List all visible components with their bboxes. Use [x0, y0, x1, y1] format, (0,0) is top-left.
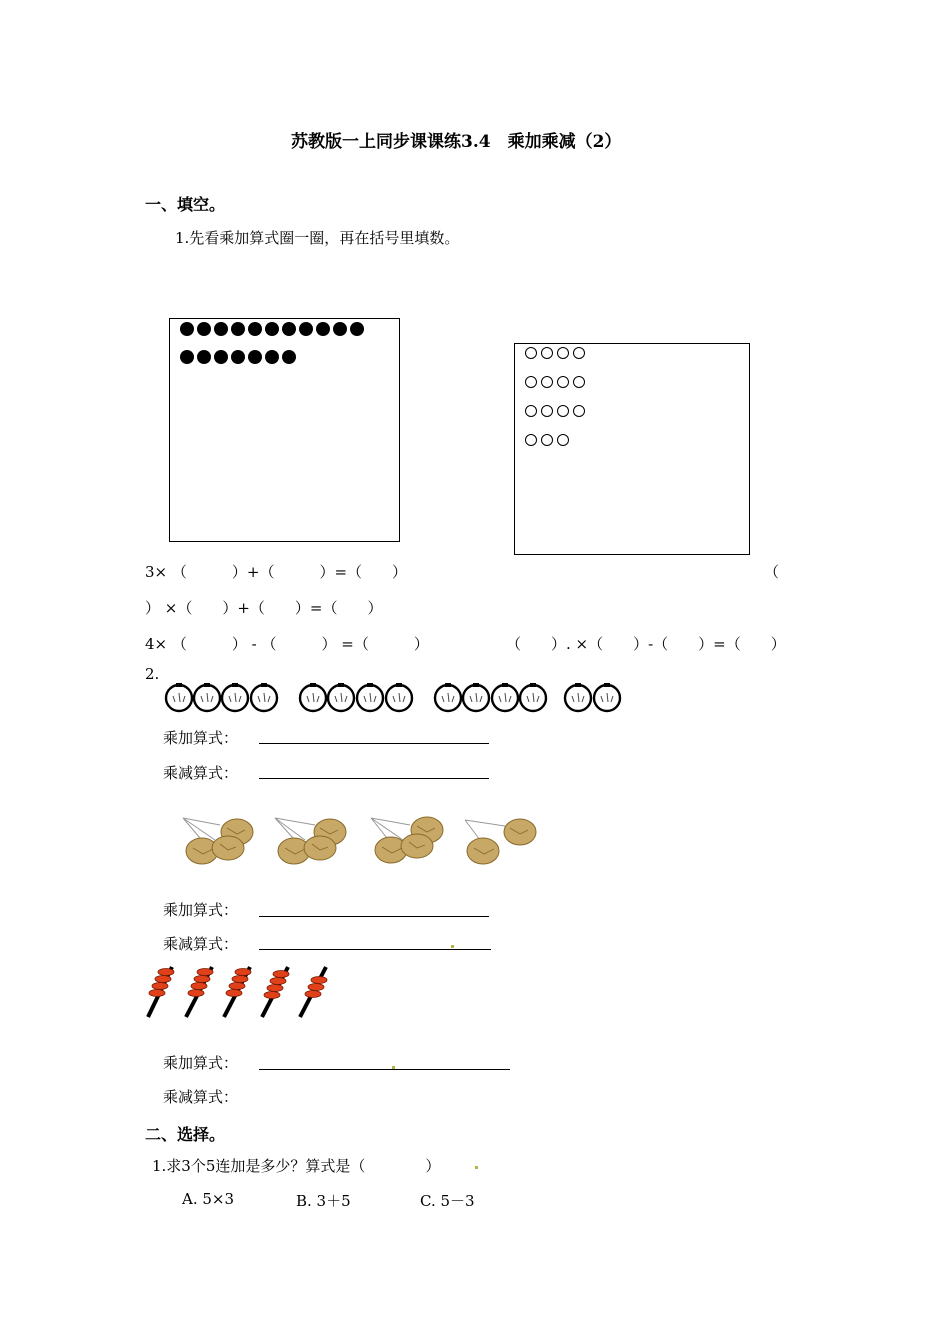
- black-dot: [231, 350, 245, 364]
- hollow-circle: [525, 376, 537, 388]
- black-dot: [214, 322, 228, 336]
- black-dot: [248, 322, 262, 336]
- hollow-circle: [525, 347, 537, 359]
- equation-3: 4× （ ） - （ ） =（ ）: [145, 635, 429, 653]
- hollow-circle: [573, 376, 585, 388]
- dots-row-1: [180, 322, 367, 338]
- circles-row-2: [525, 376, 589, 390]
- dots-box-left[interactable]: [169, 318, 400, 542]
- equation-2-open-paren: （: [764, 563, 780, 581]
- equation-2: ） ×（ ）+（ ）=（ ）: [145, 599, 383, 617]
- orange-group-4: [565, 685, 620, 711]
- skewers-add-label: 乘加算式：: [163, 1054, 239, 1072]
- skewers-sub-label: 乘减算式：: [163, 1088, 239, 1106]
- hollow-circle: [525, 405, 537, 417]
- question-2-number: 2.: [145, 665, 160, 683]
- hollow-circle: [541, 376, 553, 388]
- oranges-sub-label: 乘减算式：: [163, 764, 239, 782]
- cookies-sub-answer-line[interactable]: [259, 949, 491, 950]
- cookies-sub-label: 乘减算式：: [163, 935, 239, 953]
- hollow-circle: [541, 405, 553, 417]
- black-dot: [265, 322, 279, 336]
- equation-4: （ ）. ×（ ）-（ ）=（ ）: [506, 635, 786, 653]
- hollow-circle: [557, 376, 569, 388]
- black-dot: [316, 322, 330, 336]
- black-dot: [180, 350, 194, 364]
- option-b[interactable]: B. 3＋5: [296, 1192, 351, 1210]
- hollow-circle: [573, 347, 585, 359]
- choice-question-1-prompt: 1.求3个5连加是多少？算式是（ ）: [152, 1157, 441, 1175]
- question-1-prompt: 1.先看乘加算式圈一圈，再在括号里填数。: [175, 229, 460, 247]
- black-dot: [333, 322, 347, 336]
- circles-row-3: [525, 405, 589, 419]
- option-c[interactable]: C. 5－3: [420, 1192, 475, 1210]
- oranges-sub-answer-line[interactable]: [259, 778, 489, 779]
- equation-1: 3× （ ）+（ ）=（ ）: [145, 563, 408, 581]
- oranges-add-label: 乘加算式：: [163, 729, 239, 747]
- hollow-circle: [557, 347, 569, 359]
- orange-group-1: [166, 685, 277, 711]
- circles-box-right[interactable]: [514, 343, 750, 555]
- black-dot: [265, 350, 279, 364]
- page-title: 苏教版一上同步课课练3.4 乘加乘减（2）: [291, 132, 622, 152]
- section-heading-fill-blank: 一、填空。: [145, 195, 226, 214]
- skewers-illustration: [140, 962, 340, 1022]
- black-dot: [248, 350, 262, 364]
- cookies-add-answer-line[interactable]: [259, 916, 489, 917]
- stray-mark-2: [392, 1066, 395, 1069]
- oranges-add-answer-line[interactable]: [259, 743, 489, 744]
- cookies-add-label: 乘加算式：: [163, 901, 239, 919]
- stray-mark-3: [475, 1166, 478, 1169]
- black-dot: [180, 322, 194, 336]
- circles-row-1: [525, 347, 589, 361]
- hollow-circle: [541, 347, 553, 359]
- option-a[interactable]: A. 5×3: [182, 1190, 235, 1208]
- black-dot: [214, 350, 228, 364]
- black-dot: [197, 322, 211, 336]
- stray-mark: [451, 945, 454, 948]
- black-dot: [231, 322, 245, 336]
- orange-group-2: [300, 685, 412, 711]
- black-dot: [299, 322, 313, 336]
- hollow-circle: [541, 434, 553, 446]
- skewers-add-answer-line[interactable]: [259, 1069, 510, 1070]
- orange-group-3: [435, 685, 546, 711]
- oranges-illustration: [160, 680, 630, 716]
- black-dot: [282, 350, 296, 364]
- hollow-circle: [557, 405, 569, 417]
- dots-row-2: [180, 350, 299, 366]
- circles-row-4: [525, 434, 573, 448]
- section-heading-choice: 二、选择。: [145, 1125, 226, 1144]
- black-dot: [350, 322, 364, 336]
- hollow-circle: [573, 405, 585, 417]
- black-dot: [282, 322, 296, 336]
- black-dot: [197, 350, 211, 364]
- cookies-illustration: [175, 810, 545, 870]
- hollow-circle: [525, 434, 537, 446]
- hollow-circle: [557, 434, 569, 446]
